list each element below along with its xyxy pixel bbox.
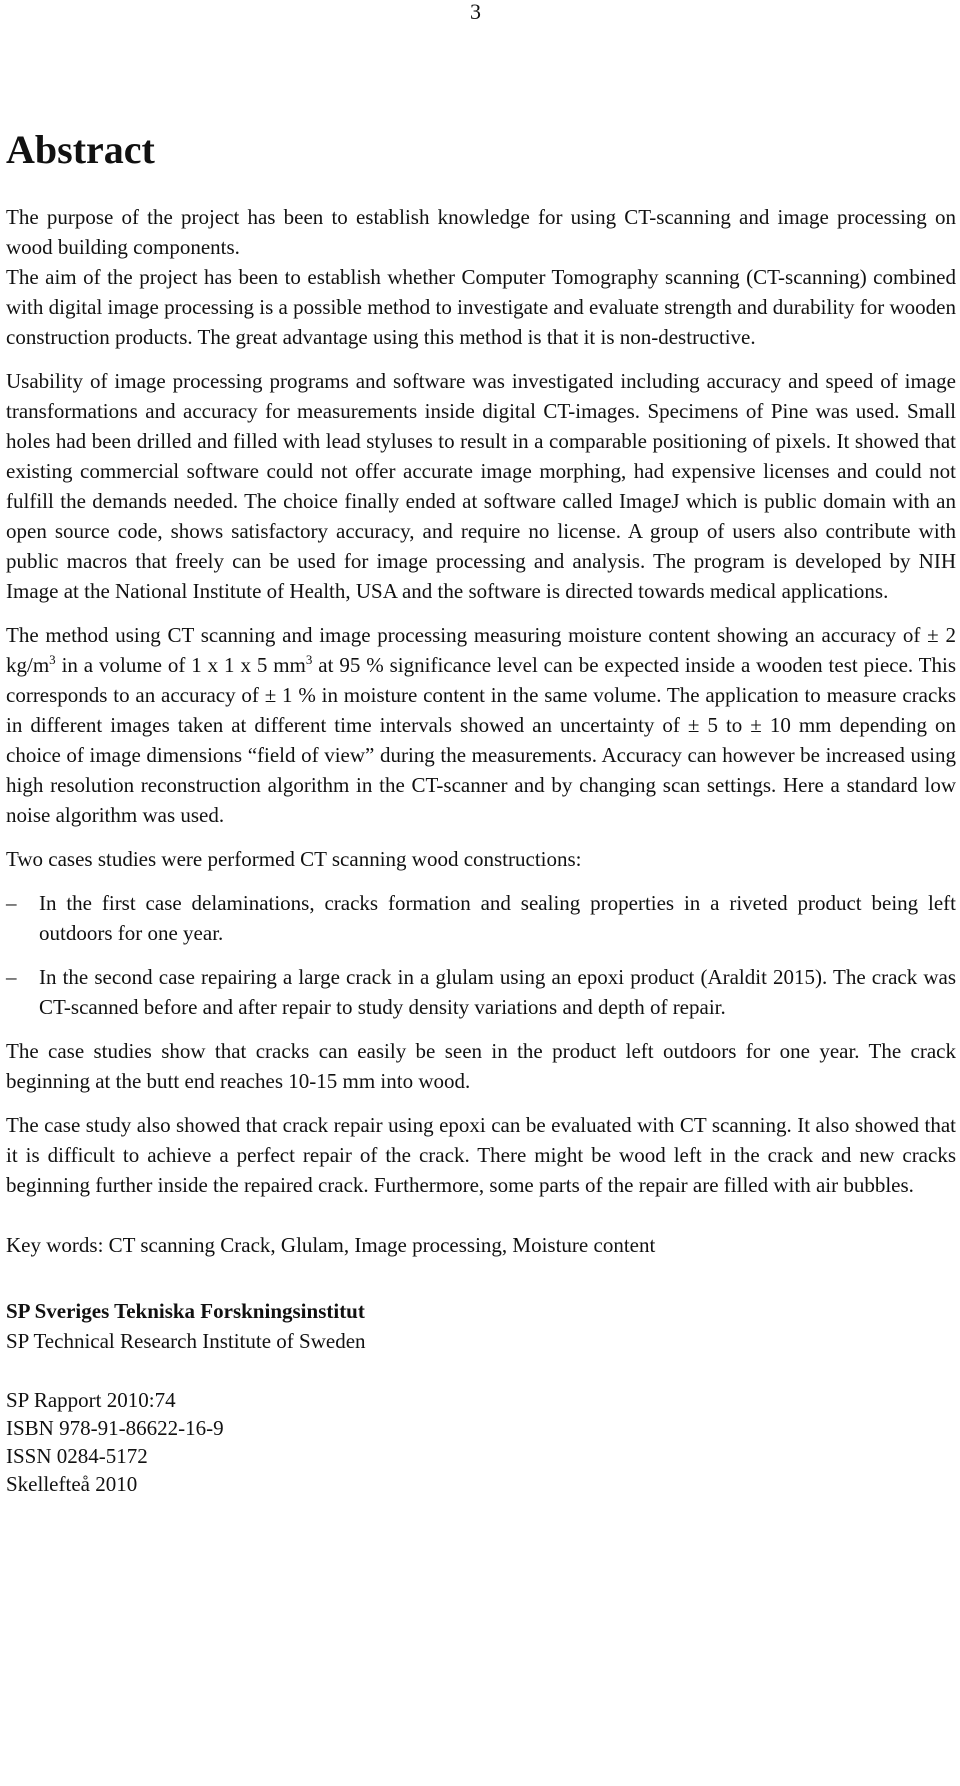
paragraph-aim: The aim of the project has been to establish whether Computer Tomography scanning (CT-scanning) combined with digital image processing is a possible method to investigate and evaluate strength and durability for wooden construction products. The great advantage using this method is that it is non-destructive. [6,265,956,349]
list-item [6,962,956,1022]
report-number: SP Rapport 2010:74 [6,1388,176,1412]
paragraph-method-accuracy [6,620,956,830]
accuracy-text-part-3: at 95 % significance level can be expected inside a wooden test piece. This corresponds to an accuracy of ± 1 % in moisture content in the same volume. The application to measure cracks in different images taken at different time intervals showed an uncertainty of ± 5 to ± 10 mm depending on choice of image dimensions “field of view” during the measurements. Accuracy can however be increased using high resolution reconstruction algorithm in the CT-scanner and by changing scan settings. Here a standard low noise algorithm was used. [6,653,957,827]
paragraph-repair-results: The case study also showed that crack repair using epoxi can be evaluated with CT scanning. It also showed that it is difficult to achieve a perfect repair of the crack. There might be wood left in the crack and new cracks beginning further inside the repaired crack. Furthermore, some parts of the repair are filled with air bubbles. [6,1113,956,1197]
organization-swedish-name: SP Sveriges Tekniska Forskningsinstitut [6,1299,365,1323]
accuracy-text-part-2: in a volume of 1 x 1 x 5 mm [55,653,306,677]
paragraph-case-intro: Two cases studies were performed CT scanning wood constructions: [6,847,582,871]
case-studies-list [6,888,956,1022]
list-item-text: In the first case delaminations, cracks formation and sealing properties in a riveted product being left outdoors for one year. [39,891,956,945]
abstract-content [6,128,956,1498]
place-year: Skellefteå 2010 [6,1472,138,1496]
superscript-cubic-1: 3 [49,652,56,667]
issn: ISSN 0284-5172 [6,1444,148,1468]
accuracy-text-part-1: The method using CT scanning and image processing measuring moisture content showing an accuracy of ± 2 kg/m [6,623,956,677]
paragraph-usability: Usability of image processing programs and software was investigated including accuracy and speed of image transformations and accuracy for measurements inside digital CT-images. Specimens of Pine was used. Small holes had been drilled and filled with lead styluses to result in a comparable positioning of pixels. It showed that existing commercial software could not offer accurate image morphing, had expensive licenses and could not fulfill the demands needed. The choice finally ended at software called ImageJ which is public domain with an open source code, shows satisfactory accuracy, and require no license. A group of users also contribute with public macros that freely can be used for image processing and analysis. The program is developed by NIH Image at the National Institute of Health, USA and the software is directed towards medical applications. [6,369,956,603]
paragraph-purpose: The purpose of the project has been to establish knowledge for using CT-scanning and image processing on wood building components. [6,205,956,259]
paragraph-case-results: The case studies show that cracks can easily be seen in the product left outdoors for one year. The crack beginning at the butt end reaches 10-15 mm into wood. [6,1039,956,1093]
page-number: 3 [470,0,481,24]
list-item [6,888,956,948]
dash-bullet: – [6,891,17,915]
abstract-title: Abstract [6,127,155,172]
isbn: ISBN 978-91-86622-16-9 [6,1416,224,1440]
dash-bullet: – [6,965,17,989]
organization-english-name: SP Technical Research Institute of Sweden [6,1329,366,1353]
superscript-cubic-2: 3 [305,652,313,667]
keywords: Key words: CT scanning Crack, Glulam, Image processing, Moisture content [6,1233,656,1257]
list-item-text: In the second case repairing a large crack in a glulam using an epoxi product (Araldit 2015). The crack was CT-scanned before and after repair to study density variations and depth of repair. [39,965,956,1019]
